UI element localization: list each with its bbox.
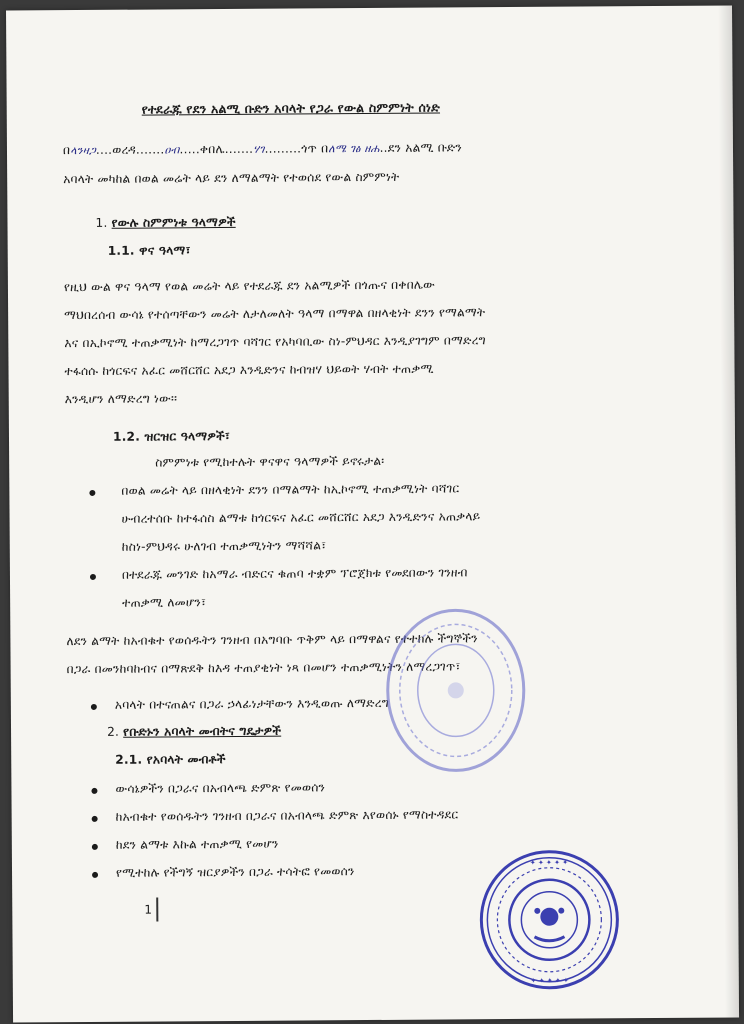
bullet-1-line-3: ከስነ-ምህዳሩ ሁለገብ ተጠቃሚነትን ማሻሻል፣ <box>121 538 327 554</box>
para-1-line-1: የዚህ ውል ዋና ዓላማ የወል መሬት ላይ የተደራጁ ደን አልሚዎች በጎጡና በቀበሌው <box>63 277 436 295</box>
bullet-dot <box>92 816 98 822</box>
handwritten-group: ለሜ ገፅ ዘሐ <box>328 141 380 156</box>
para-2-line-1: ለደን ልማት ከአብቁተ የወሰዱትን ገንዘብ በአግባቡ ጥቅም ላይ በማዋልና የተተከሉ ችግኞችን <box>66 631 478 649</box>
section-2-1-heading: 2.1. የአባላት መብቶች <box>115 752 226 767</box>
para-1-line-2: ማህበረሰብ ውሳኔ የተሰጣቸውን መሬት ለታለመለት ዓላማ በማዋል በዘላቂነት ደንን የማልማት <box>64 305 486 323</box>
section-1-2-heading: 1.2. ዝርዝር ዓላማዎች፣ <box>112 428 231 444</box>
para-1-line-4: ተፋሰሱ ከጎርፍና አፈር መሸርሸር አደጋ እንዲድንና ከብዝሃ ህይወት ሃብት ተጠቃሚ <box>64 361 434 379</box>
intro-line-1: በላንዛጋ....ወረዳ.......ዐብ.....ቀበሌ.......ሃገ.........ጎጥ በለሜ ገፅ ዘሐ..ደን አልሚ ቡድን <box>62 140 463 158</box>
bullet-1-line-2: ሁብረተሰቡ ከተፋሰስ ልማቱ ከጎርፍና አፈር መሸርሸር አደጋ እንዲድንና አጠቃላይ <box>121 509 481 526</box>
section-1-heading: 1. የውሉ ስምምነቱ ዓላማዎች <box>95 214 236 230</box>
handwritten-kebele: ዐብ <box>164 143 180 157</box>
bullet-dot <box>89 490 95 496</box>
para-2-line-2: በጋራ በመንከባከብና በማጽደቅ ከእዳ ተጠያቂነት ነጻ በመሆን ተጠቃሚነትን ለማረጋገጥ፣ <box>66 659 461 677</box>
faded-stamp <box>380 605 531 776</box>
bullet-3: አባላት በተናጠልና በጋራ ኃላፊነታቸውን እንዲወጡ ለማድረግ <box>114 695 390 712</box>
bullet-7: የሚተከሉ የችግኝ ዝርያዎችን በጋራ ተሳትፎ የመወሰን <box>115 864 355 880</box>
svg-text:✦ ✦ ✦ ✦ ✦: ✦ ✦ ✦ ✦ ✦ <box>529 858 569 867</box>
bullet-dot <box>92 872 98 878</box>
bullet-2-line-2: ተጠቃሚ ለመሆን፣ <box>122 595 207 610</box>
bullet-6: ከደን ልማቱ እኩል ተጠቃሚ የመሆን <box>115 836 279 852</box>
bullet-dot <box>90 574 96 580</box>
bullet-dot <box>92 844 98 850</box>
page-edge-shadow <box>718 5 739 1017</box>
bullet-dot <box>91 788 97 794</box>
official-stamp <box>474 844 625 995</box>
bullet-2-line-1: በተደራጁ መንገድ ከአማራ ብድርና ቁጠባ ተቋም ፕሮጀክቱ የመደበውን ገንዘብ <box>121 565 468 582</box>
handwritten-got: ሃገ <box>253 142 265 156</box>
bullet-1-line-1: በወል መሬት ላይ በዘላቂነት ደንን በማልማት ከኢኮኖሚ ተጠቃሚነት ባሻገር <box>121 481 460 498</box>
document-title: የተደራጁ የደን አልሚ ቡድን አባላት የጋራ የውል ስምምነት ሰነድ <box>141 99 441 117</box>
page-number-bar <box>156 897 158 921</box>
section-2-heading: 2. የቡድኑን አባላት መብትና ግዴታዎች <box>106 723 282 739</box>
section-1-1-heading: 1.1. ዋና ዓላማ፣ <box>107 243 191 258</box>
bullet-dot <box>91 704 97 710</box>
page-number: 1 <box>144 902 152 917</box>
intro-line-2: አባላት መካከል በወል መሬት ላይ ደን ለማልማት የተወሰደ የውል ስምምነት <box>63 169 400 187</box>
svg-text:✦ ✦ ✦ ✦ ✦: ✦ ✦ ✦ ✦ ✦ <box>530 976 569 985</box>
bullet-5: ከአብቁተ የወሰዱትን ገንዘብ በጋራና በአብላጫ ድምጽ እየወሰኑ የማስተዳደር <box>115 807 459 824</box>
handwritten-woreda: ላንዛጋ <box>70 143 96 158</box>
para-1-line-3: እና በኢኮኖሚ ተጠቃሚነት ከማረጋገጥ ባሻገር የአካባቢው ስነ-ምህዳር እንዲያገግም በማድረግ <box>64 333 486 351</box>
para-1-line-5: እንዲሆን ለማድረግ ነው፡፡ <box>64 391 178 407</box>
section-1-2-intro: ስምምነቱ የሚከተሉት ዋናዋና ዓላማዎች ይኖሩታል፡ <box>155 453 385 470</box>
document-page <box>6 5 739 1022</box>
bullet-4: ውሳኔዎችን በጋራና በአብላጫ ድምጽ የመወሰን <box>115 780 326 796</box>
